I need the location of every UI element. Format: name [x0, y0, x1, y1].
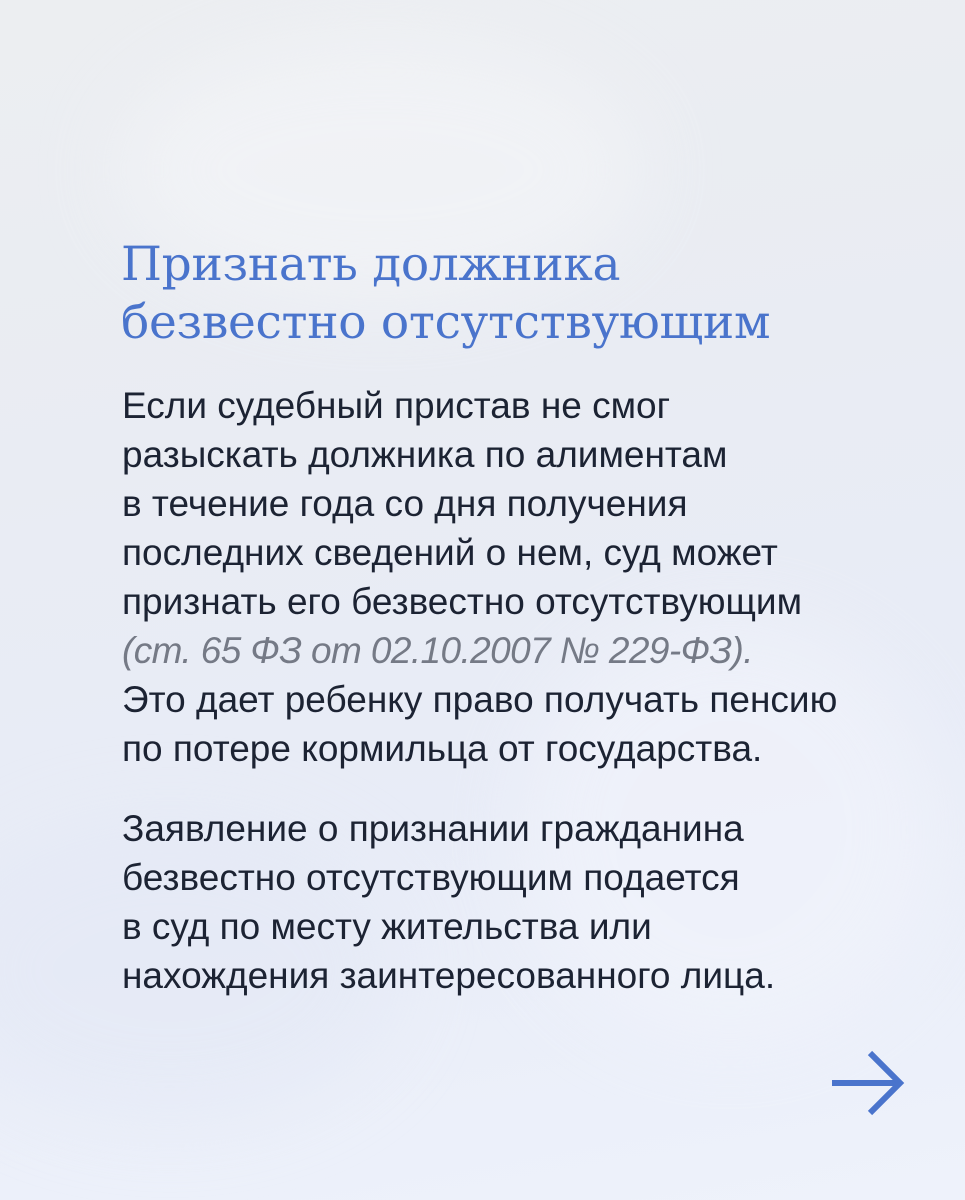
next-slide-button[interactable]	[828, 1048, 906, 1118]
paragraph-line: Это дает ребенку право получать пенсию	[122, 679, 838, 720]
paragraph-line: по потере кормильца от государства.	[122, 728, 763, 769]
paragraph-line: признать его безвестно отсутствующим	[122, 581, 803, 622]
paragraph-line: нахождения заинтересованного лица.	[122, 955, 776, 996]
paragraph-line: в суд по месту жительства или	[122, 906, 652, 947]
slide-title	[121, 236, 901, 352]
title-line: безвестно отсутствующим	[121, 295, 771, 350]
arrow-right-icon	[828, 1048, 906, 1118]
paragraph-line: Если судебный пристав не смог	[122, 385, 671, 426]
paragraph-line: в течение года со дня получения	[122, 483, 688, 524]
title-line: Признать должника	[121, 237, 621, 292]
paragraph-line: последних сведений о нем, суд может	[122, 532, 778, 573]
paragraph-application	[122, 804, 922, 1000]
paragraph-line: Заявление о признании гражданина	[122, 808, 744, 849]
paragraph-line: безвестно отсутствующим подается	[122, 857, 740, 898]
paragraph-missing-debtor	[122, 381, 922, 773]
law-citation: (ст. 65 ФЗ от 02.10.2007 № 229-ФЗ).	[122, 630, 753, 671]
paragraph-line: разыскать должника по алиментам	[122, 434, 728, 475]
